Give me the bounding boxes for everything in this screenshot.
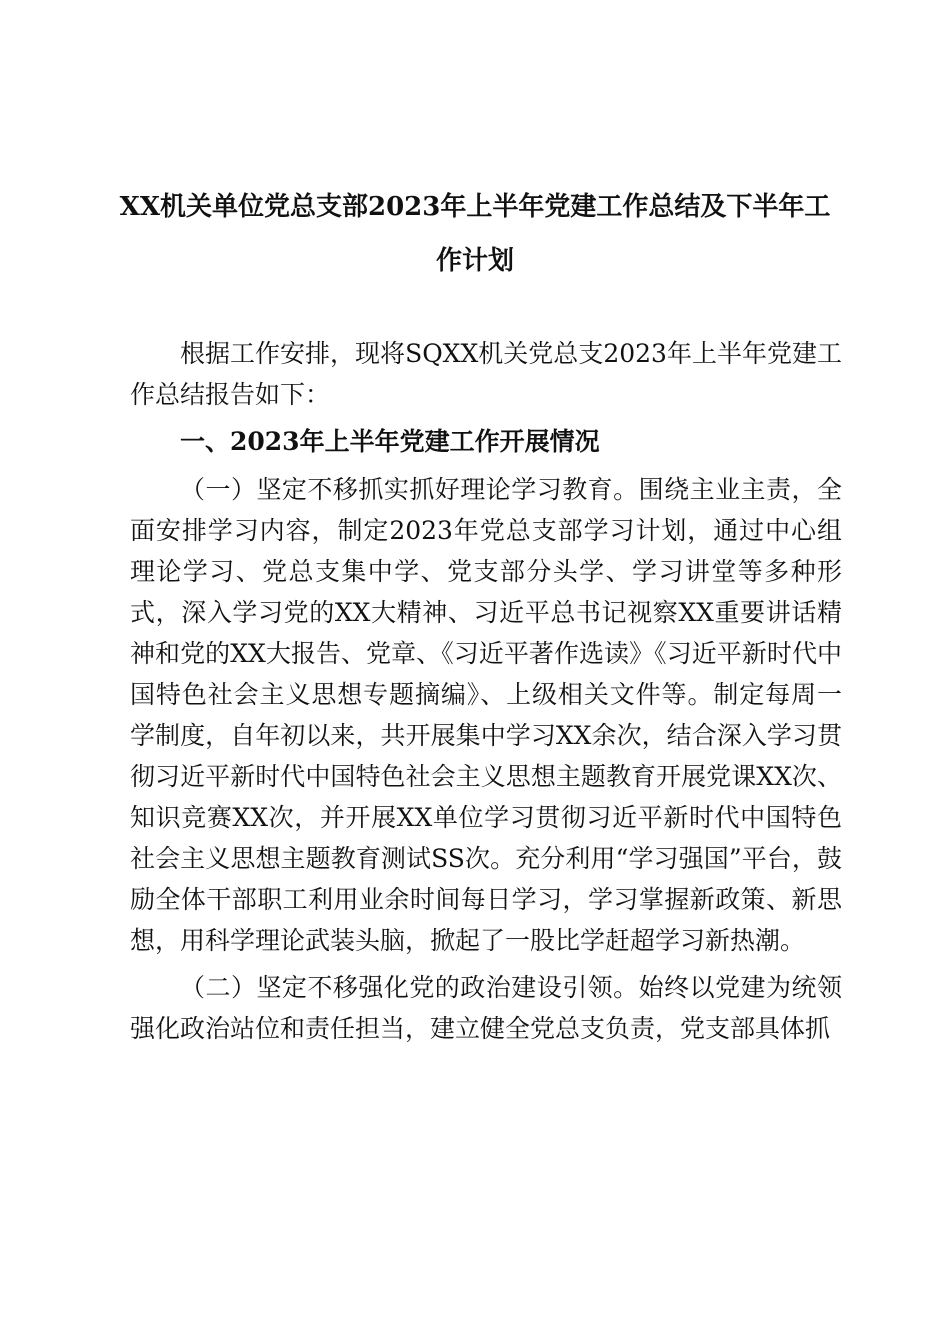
paragraph-political-building: （二）坚定不移强化党的政治建设引领。始终以党建为统领强化政治站位和责任担当，建立健全党总支负责，党支部具体抓	[130, 973, 842, 1043]
document-body	[130, 333, 842, 1049]
intro-paragraph: 根据工作安排，现将SQXX机关党总支2023年上半年党建工作总结报告如下：	[130, 339, 842, 409]
document-title: XX机关单位党总支部2023年上半年党建工作总结及下半年工作计划	[119, 192, 831, 276]
section-heading: 一、2023年上半年党建工作开展情况	[180, 427, 600, 456]
paragraph-theory-study: （一）坚定不移抓实抓好理论学习教育。围绕主业主责，全面安排学习内容，制定2023年党总支部学习计划，通过中心组理论学习、党总支集中学、党支部分头学、学习讲堂等多种形式，深入学习党的XX大精神、习近平总书记视察XX重要讲话精神和党的XX大报告、党章、《习近平著作选读》《习近平新时代中国特色社会主义思想专题摘编》、上级相关文件等。制定每周一学制度，自年初以来，共开展集中学习XX余次，结合深入学习贯彻习近平新时代中国特色社会主义思想主题教育开展党课XX次、知识竞赛XX次，并开展XX单位学习贯彻习近平新时代中国特色社会主义思想主题教育测试SS次。充分利用“学习强国”平台，鼓励全体干部职工利用业余时间每日学习，学习掌握新政策、新思想，用科学理论武装头脑，掀起了一股比学赶超学习新热潮。	[130, 475, 842, 955]
